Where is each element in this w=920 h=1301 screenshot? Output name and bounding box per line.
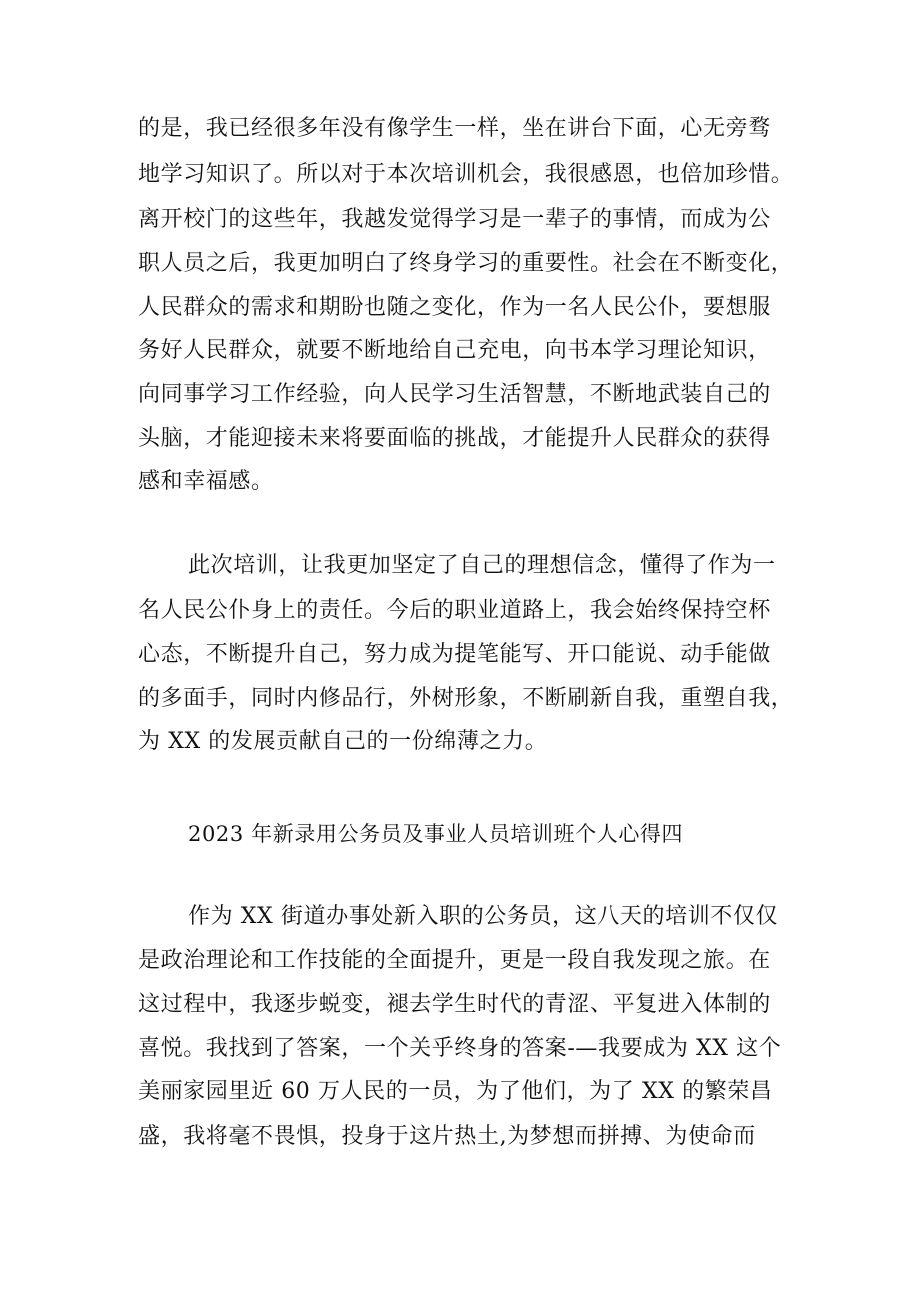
- text-line: 的多面手，同时内修品行，外树形象，不断刷新自我，重塑自我，: [138, 686, 794, 711]
- text-line: 职人员之后，我更加明白了终身学习的重要性。社会在不断变化，: [138, 251, 794, 276]
- text-line: 为 XX 的发展贡献自己的一份绵薄之力。: [138, 729, 548, 754]
- text-line: 名人民公仆身上的责任。今后的职业道路上，我会始终保持空杯: [138, 598, 771, 623]
- text-line: 此次培训，让我更加坚定了自己的理想信念，懂得了作为一: [188, 553, 776, 578]
- text-line: 喜悦。我找到了答案，一个关乎终身的答案-—我要成为 XX 这个: [138, 1036, 782, 1061]
- text-line: 人民群众的需求和期盼也随之变化，作为一名人民公仆，要想服: [138, 295, 771, 320]
- text-line: 感和幸福感。: [138, 469, 274, 494]
- text-line: 的是，我已经很多年没有像学生一样，坐在讲台下面，心无旁骛: [138, 116, 771, 141]
- text-line: 是政治理论和工作技能的全面提升，更是一段自我发现之旅。在: [138, 948, 771, 973]
- text-line: 心态，不断提升自己，努力成为提笔能写、开口能说、动手能做: [138, 642, 771, 667]
- text-line: 盛，我将毫不畏惧，投身于这片热土,为梦想而拼搏、为使命而: [138, 1124, 756, 1149]
- text-line: 离开校门的这些年，我越发觉得学习是一辈子的事情，而成为公: [138, 207, 771, 232]
- text-line: 务好人民群众，就要不断地给自己充电，向书本学习理论知识，: [138, 338, 771, 363]
- text-line: 头脑，才能迎接未来将要面临的挑战，才能提升人民群众的获得: [138, 426, 771, 451]
- text-line: 作为 XX 街道办事处新入职的公务员，这八天的培训不仅仅: [188, 904, 779, 929]
- text-line: 这过程中，我逐步蜕变，褪去学生时代的青涩、平复进入体制的: [138, 992, 771, 1017]
- section-heading: 2023 年新录用公务员及事业人员培训班个人心得四: [188, 822, 684, 846]
- text-line: 美丽家园里近 60 万人民的一员，为了他们，为了 XX 的繁荣昌: [138, 1079, 773, 1104]
- text-line: 地学习知识了。所以对于本次培训机会，我很感恩，也倍加珍惜。: [138, 162, 794, 187]
- text-line: 向同事学习工作经验，向人民学习生活智慧，不断地武装自己的: [138, 382, 771, 407]
